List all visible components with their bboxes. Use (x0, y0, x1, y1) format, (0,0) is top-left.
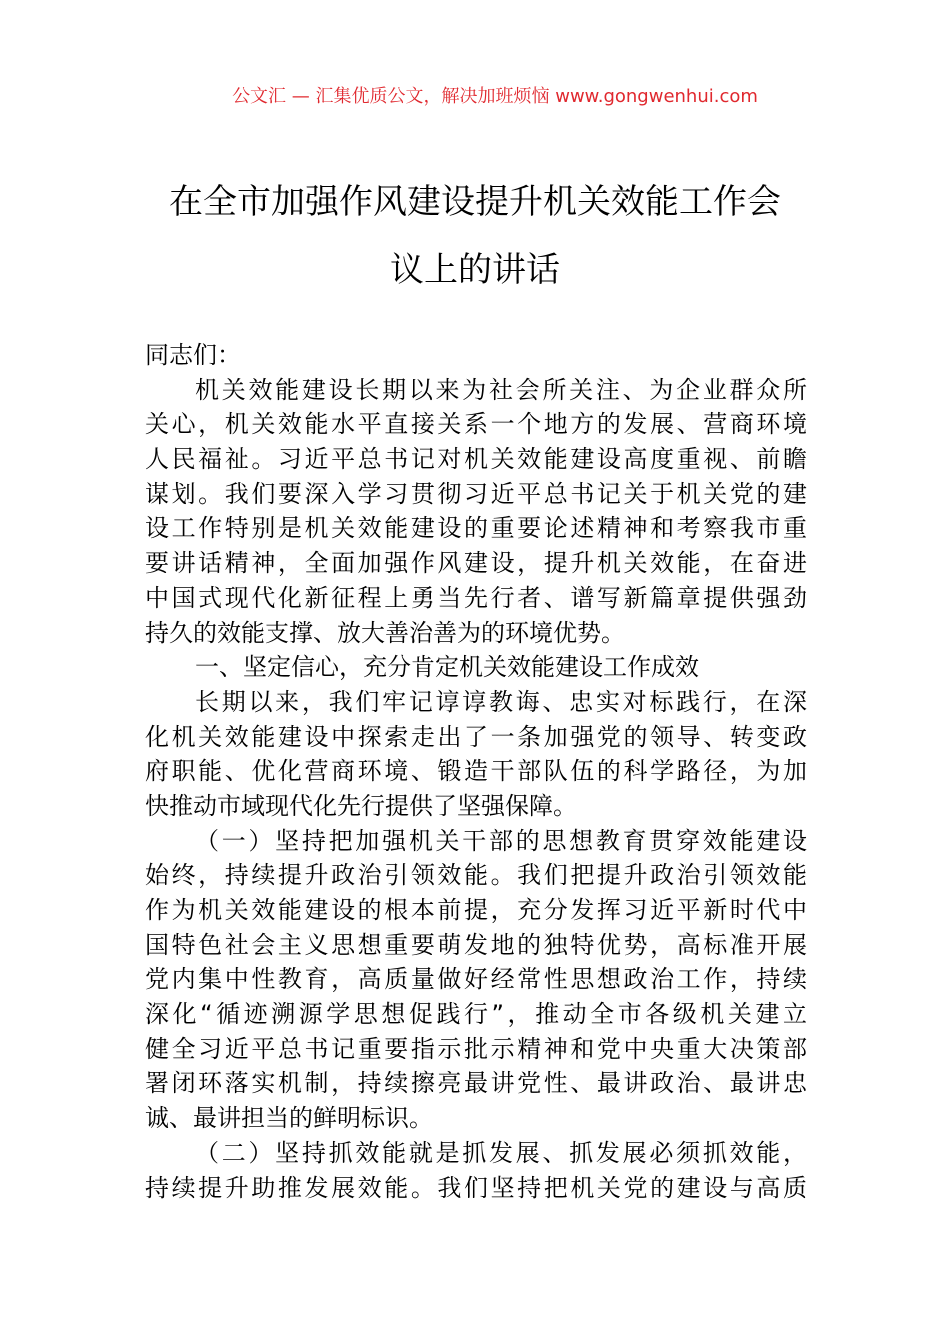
paragraph (145, 685, 807, 824)
text-line: 署闭环落实机制，持续擦亮最讲党性、最讲政治、最讲忠 (145, 1069, 807, 1098)
text-line: 健全习近平总书记重要指示批示精神和党中央重大决策部 (145, 1034, 807, 1063)
text-line: 持久的效能支撑、放大善治善为的环境优势。 (145, 618, 625, 647)
section-heading (145, 650, 807, 685)
document-title-line-1: 在全市加强作风建设提升机关效能工作会 (169, 182, 781, 222)
watermark-header: 公文汇 — 汇集优质公文，解决加班烦恼 www.gongwenhui.com (232, 86, 758, 107)
text-line: （二）坚持抓效能就是抓发展、抓发展必须抓效能， (195, 1138, 807, 1167)
text-line: 机关效能建设长期以来为社会所关注、为企业群众所 (195, 375, 807, 404)
text-line: （一）坚持把加强机关干部的思想教育贯穿效能建设 (195, 826, 807, 855)
text-line: 中国式现代化新征程上勇当先行者、谱写新篇章提供强劲 (145, 583, 807, 612)
text-line: 府职能、优化营商环境、锻造干部队伍的科学路径，为加 (145, 757, 807, 786)
text-line: 国特色社会主义思想重要萌发地的独特优势，高标准开展 (145, 930, 807, 959)
text-line: 诚、最讲担当的鲜明标识。 (145, 1104, 433, 1133)
text-line: 始终，持续提升政治引领效能。我们把提升政治引领效能 (145, 861, 807, 890)
text-line: 同志们： (145, 341, 241, 369)
text-line: 要讲话精神，全面加强作风建设，提升机关效能，在奋进 (145, 549, 807, 578)
document-title-line-2: 议上的讲话 (390, 250, 560, 290)
text-line: 一、坚定信心，充分肯定机关效能建设工作成效 (195, 653, 699, 682)
text-line: 作为机关效能建设的根本前提，充分发挥习近平新时代中 (145, 896, 807, 924)
text-line: 设工作特别是机关效能建设的重要论述精神和考察我市重 (145, 514, 807, 543)
text-line: 党内集中性教育，高质量做好经常性思想政治工作，持续 (145, 965, 807, 994)
text-line: 谋划。我们要深入学习贯彻习近平总书记关于机关党的建 (145, 479, 807, 508)
text-line: 关心，机关效能水平直接关系一个地方的发展、营商环境 (145, 410, 807, 439)
text-line: 深化“循迹溯源学思想促践行”，推动全市各级机关建立 (145, 1000, 807, 1029)
document-body (145, 338, 807, 1205)
text-line: 人民福祉。习近平总书记对机关效能建设高度重视、前瞻 (145, 445, 807, 474)
text-line: 快推动市域现代化先行提供了坚强保障。 (145, 791, 577, 820)
paragraph (145, 824, 807, 1136)
text-line: 长期以来，我们牢记谆谆教诲、忠实对标践行，在深 (195, 687, 807, 716)
text-line: 化机关效能建设中探索走出了一条加强党的领导、转变政 (145, 722, 807, 751)
text-line: 持续提升助推发展效能。我们坚持把机关党的建设与高质 (145, 1173, 807, 1202)
salutation (145, 338, 807, 373)
paragraph (145, 1136, 807, 1205)
paragraph (145, 373, 807, 651)
